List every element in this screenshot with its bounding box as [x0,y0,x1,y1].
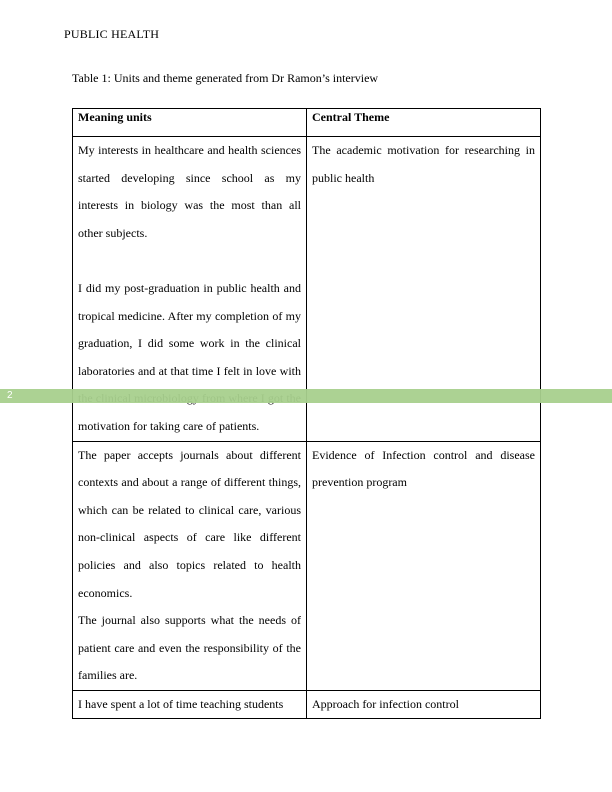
table-row [73,441,541,690]
meaning-paragraph: The paper accepts journals about different contexts and about a range of different things, which can be related to clinical care, various non-clinical aspects of care like different policies and also topics related to health economics. [78,447,301,600]
meaning-paragraph: My interests in healthcare and health sciences started developing since school as my interests in biology was the most than all other subjects. [78,143,301,240]
table-row [73,690,541,719]
meaning-paragraph: The journal also supports what the needs of patient care and even the responsibility of the families are. [78,613,301,683]
table-caption: Table 1: Units and theme generated from Dr Ramon’s interview [72,71,379,85]
column-header-central-theme: Central Theme [307,109,541,137]
meaning-units-table [72,108,541,719]
theme-text: The academic motivation for researching in public health [312,143,535,185]
running-head: PUBLIC HEALTH [64,27,160,41]
table-header-row [73,109,541,137]
theme-text: Evidence of Infection control and disease prevention program [312,447,535,490]
column-header-meaning-units: Meaning units [73,109,307,137]
theme-cell [307,441,541,690]
meaning-cell [73,441,307,690]
theme-text: Approach for infection control [312,696,459,711]
line-number: 2 [7,390,13,401]
meaning-paragraph: I did my post-graduation in public health and tropical medicine. After my completion of my graduation, I did some work in the clinical laboratories and at that time I felt in love with motivation for taking care of patients. [78,280,301,433]
theme-cell [307,690,541,719]
meaning-paragraph: I have spent a lot of time teaching students [78,696,284,711]
meaning-cell [73,690,307,719]
line-highlight-bar [0,389,612,403]
